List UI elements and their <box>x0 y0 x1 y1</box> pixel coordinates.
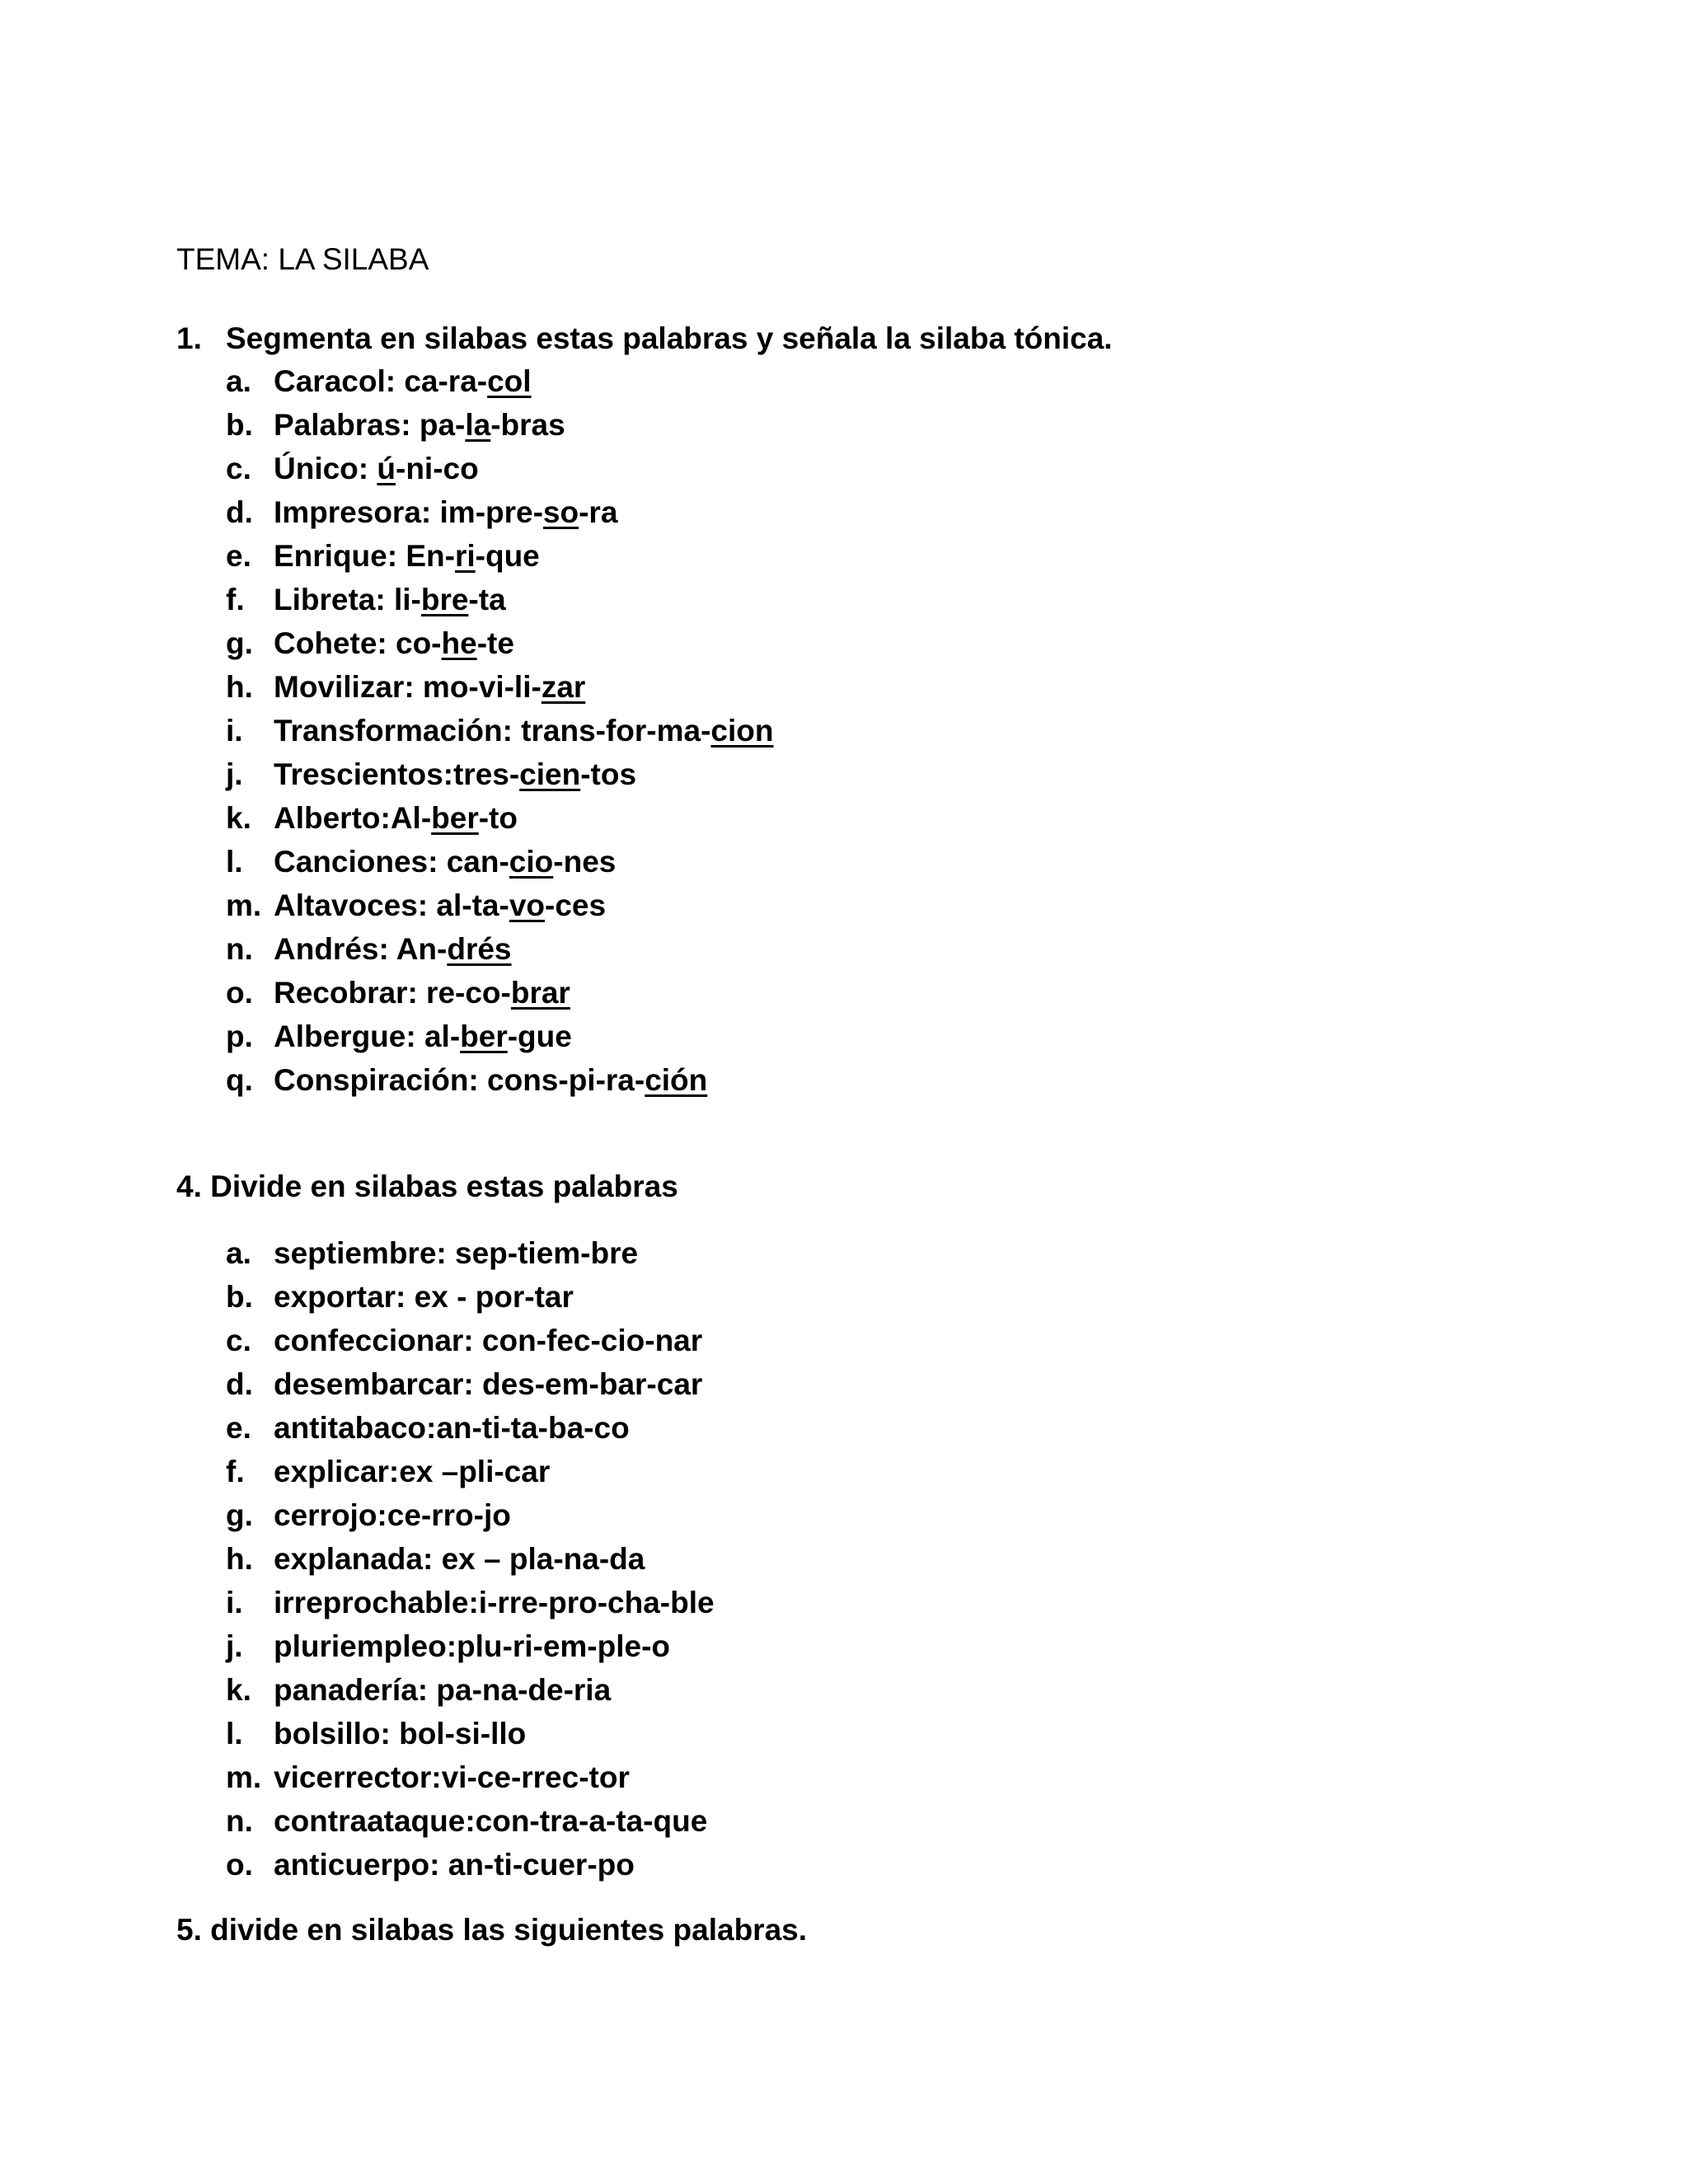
item-text-before: Canciones: can- <box>274 845 509 879</box>
section-4-item <box>226 1712 715 1755</box>
section-1-item <box>226 578 773 621</box>
item-text-after: -ces <box>545 888 607 922</box>
stressed-syllable: ri <box>454 539 476 573</box>
item-letter: i. <box>226 714 243 748</box>
stressed-syllable: cien <box>519 757 581 791</box>
item-letter: g. <box>226 1498 253 1532</box>
item-text-before: Palabras: pa- <box>274 408 466 442</box>
item-letter: d. <box>226 495 253 529</box>
section-1-item <box>226 490 773 534</box>
section-1-item <box>226 796 773 840</box>
stressed-syllable: drés <box>447 932 512 966</box>
section-5-heading: 5. divide en silabas las siguientes palabras. <box>176 1913 808 1947</box>
item-text-after: -que <box>475 539 540 573</box>
item-text-after: -bras <box>490 408 565 442</box>
item-text-after: -te <box>476 626 514 660</box>
item-text: irreprochable:i-rre-pro-cha-ble <box>274 1586 715 1619</box>
stressed-syllable: zar <box>541 670 586 704</box>
section-4-item <box>226 1231 715 1275</box>
item-text-before: Libreta: li- <box>274 583 421 616</box>
item-letter: e. <box>226 1411 251 1445</box>
item-letter: h. <box>226 1542 253 1576</box>
item-text: septiembre: sep-tiem-bre <box>274 1236 639 1270</box>
stressed-syllable: la <box>465 408 491 442</box>
item-text: anticuerpo: an-ti-cuer-po <box>274 1848 635 1882</box>
section-1-item <box>226 1015 773 1058</box>
item-text-before: Movilizar: mo-vi-li- <box>274 670 542 704</box>
item-letter: o. <box>226 976 253 1010</box>
item-text: contraataque:con-tra-a-ta-que <box>274 1804 708 1838</box>
section-4-item <box>226 1319 715 1362</box>
stressed-syllable: brar <box>510 976 570 1010</box>
item-text: cerrojo:ce-rro-jo <box>274 1498 511 1532</box>
stressed-syllable: so <box>542 495 579 529</box>
section-4-item <box>226 1275 715 1319</box>
section-4-item <box>226 1537 715 1581</box>
section-1-item <box>226 971 773 1015</box>
section-4-heading: 4. Divide en silabas estas palabras <box>176 1169 678 1203</box>
item-text-before: Alberto:Al- <box>274 801 432 835</box>
section-4-item <box>226 1624 715 1668</box>
stressed-syllable: vo <box>509 888 545 922</box>
item-text-before: Impresora: im-pre- <box>274 495 543 529</box>
section-1-item <box>226 665 773 709</box>
item-text: confeccionar: con-fec-cio-nar <box>274 1324 703 1357</box>
section-1-number: 1. <box>176 321 202 355</box>
item-text-after: -gue <box>507 1019 572 1053</box>
section-1-item <box>226 359 773 403</box>
section-4-item <box>226 1799 715 1843</box>
item-text: exportar: ex - por-tar <box>274 1280 574 1314</box>
section-1-item <box>226 621 773 665</box>
stressed-syllable: ú <box>377 452 396 485</box>
section-1-list <box>226 359 773 1102</box>
item-text-before: Transformación: trans-for-ma- <box>274 714 711 748</box>
stressed-syllable: he <box>441 626 477 660</box>
item-text-before: Andrés: An- <box>274 932 448 966</box>
section-1-heading <box>176 323 1113 354</box>
item-letter: a. <box>226 1236 251 1270</box>
section-4-item <box>226 1755 715 1799</box>
item-text-after: -to <box>478 801 518 835</box>
stressed-syllable: col <box>487 364 532 398</box>
document-title: TEMA: LA SILABA <box>176 242 429 276</box>
item-letter: j. <box>226 1629 243 1663</box>
item-text-before: Trescientos:tres- <box>274 757 520 791</box>
section-1-item <box>226 840 773 883</box>
item-text-after: -ni-co <box>396 452 479 485</box>
section-1-item <box>226 752 773 796</box>
item-text-after: -ta <box>468 583 506 616</box>
section-1-item <box>226 403 773 447</box>
item-text-before: Recobrar: re-co- <box>274 976 511 1010</box>
item-letter: l. <box>226 845 243 879</box>
item-text-before: Enrique: En- <box>274 539 455 573</box>
item-text-after: -nes <box>553 845 617 879</box>
item-letter: f. <box>226 1455 245 1488</box>
section-4-list <box>226 1231 715 1886</box>
item-letter: i. <box>226 1586 243 1619</box>
item-letter: n. <box>226 932 253 966</box>
item-letter: m. <box>226 888 262 922</box>
section-4-item <box>226 1843 715 1886</box>
item-text-before: Conspiración: cons-pi-ra- <box>274 1063 645 1097</box>
item-text-before: Albergue: al- <box>274 1019 461 1053</box>
section-1-item <box>226 447 773 490</box>
section-1-item <box>226 883 773 927</box>
item-text-before: Caracol: ca-ra- <box>274 364 488 398</box>
item-text-before: Altavoces: al-ta- <box>274 888 509 922</box>
item-text: desembarcar: des-em-bar-car <box>274 1367 703 1401</box>
item-text: vicerrector:vi-ce-rrec-tor <box>274 1760 630 1794</box>
item-letter: d. <box>226 1367 253 1401</box>
item-letter: l. <box>226 1717 243 1750</box>
section-4-item <box>226 1581 715 1624</box>
stressed-syllable: cion <box>710 714 774 748</box>
item-letter: c. <box>226 452 251 485</box>
section-1-item <box>226 1058 773 1102</box>
stressed-syllable: ber <box>431 801 479 835</box>
item-text-before: Cohete: co- <box>274 626 442 660</box>
item-letter: n. <box>226 1804 253 1838</box>
item-text-after: -tos <box>580 757 637 791</box>
section-1-item <box>226 927 773 971</box>
item-letter: b. <box>226 1280 253 1314</box>
item-letter: q. <box>226 1063 253 1097</box>
item-letter: p. <box>226 1019 253 1053</box>
item-letter: h. <box>226 670 253 704</box>
item-letter: j. <box>226 757 243 791</box>
item-letter: a. <box>226 364 251 398</box>
section-1-heading-text: Segmenta en silabas estas palabras y señala la silaba tónica. <box>226 321 1113 355</box>
item-letter: k. <box>226 801 251 835</box>
section-4-item <box>226 1668 715 1712</box>
item-letter: g. <box>226 626 253 660</box>
item-text-after: -ra <box>579 495 618 529</box>
section-1-item <box>226 534 773 578</box>
stressed-syllable: ber <box>460 1019 508 1053</box>
item-text: panadería: pa-na-de-ria <box>274 1673 612 1707</box>
stressed-syllable: cio <box>509 845 554 879</box>
item-text: explanada: ex – pla-na-da <box>274 1542 645 1576</box>
item-text: explicar:ex –pli-car <box>274 1455 551 1488</box>
item-text: bolsillo: bol-si-llo <box>274 1717 527 1750</box>
item-letter: c. <box>226 1324 251 1357</box>
item-letter: e. <box>226 539 251 573</box>
item-letter: k. <box>226 1673 251 1707</box>
section-4-item <box>226 1450 715 1493</box>
item-letter: m. <box>226 1760 262 1794</box>
section-1-item <box>226 709 773 752</box>
item-text: antitabaco:an-ti-ta-ba-co <box>274 1411 630 1445</box>
section-4-item <box>226 1406 715 1450</box>
section-4-item <box>226 1362 715 1406</box>
item-letter: o. <box>226 1848 253 1882</box>
stressed-syllable: ción <box>645 1063 708 1097</box>
section-4-item <box>226 1493 715 1537</box>
item-letter: b. <box>226 408 253 442</box>
item-letter: f. <box>226 583 245 616</box>
stressed-syllable: bre <box>420 583 469 616</box>
item-text-before: Único: <box>274 452 377 485</box>
item-text: pluriempleo:plu-ri-em-ple-o <box>274 1629 670 1663</box>
